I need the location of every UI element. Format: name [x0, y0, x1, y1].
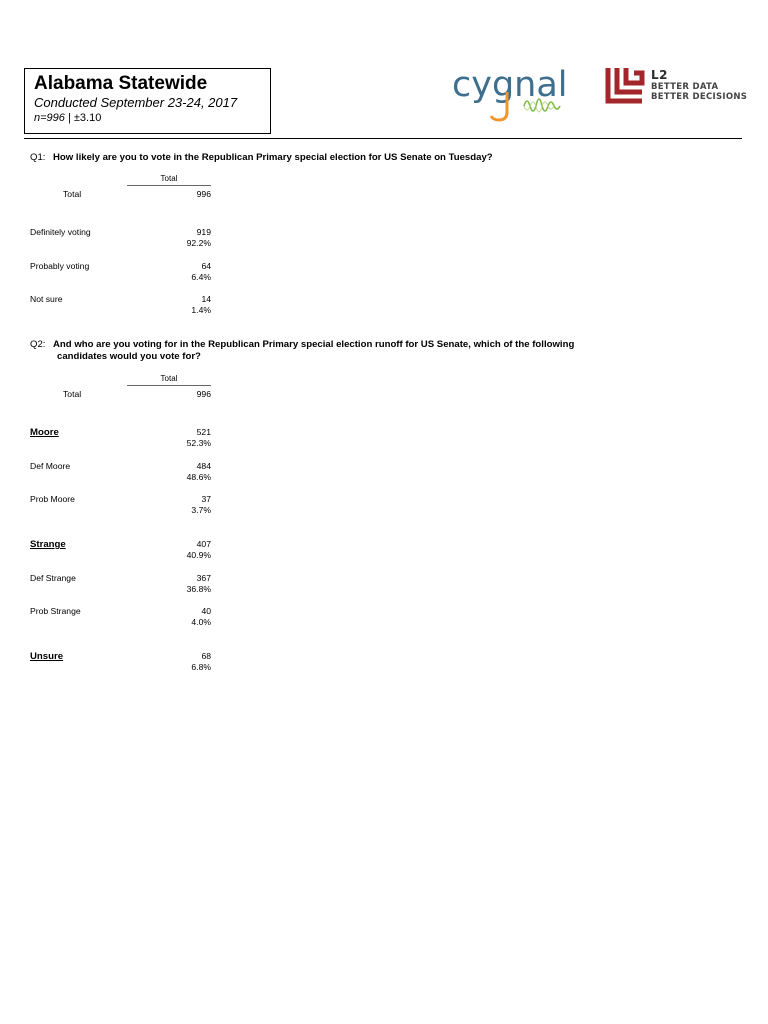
q2-row-count: 37: [201, 494, 211, 504]
l2-logo-text: [651, 68, 747, 102]
q1-total-value: 996: [196, 189, 211, 199]
q2-question: [30, 339, 574, 351]
q2-row-count: 40: [201, 606, 211, 616]
q2-row-pct: 48.6%: [186, 472, 211, 482]
q1-text: How likely are you to vote in the Republican Primary special election for US Senate on Tuesday?: [53, 152, 493, 163]
q2-row-pct: 4.0%: [191, 617, 211, 627]
q2-row-pct: 52.3%: [186, 438, 211, 448]
q1-row-pct: 6.4%: [191, 272, 211, 282]
q1-row-label: Not sure: [30, 294, 63, 304]
q2-group-label: Unsure: [30, 651, 64, 662]
q2-row-count: 367: [196, 573, 211, 583]
q2-number: Q2:: [30, 339, 46, 350]
q1-row-pct: 1.4%: [191, 305, 211, 315]
q2-text-line2: candidates would you vote for?: [57, 351, 201, 362]
l2-tagline-1: BETTER DATA: [651, 82, 719, 92]
q2-row-label: Prob Moore: [30, 494, 75, 504]
margin-of-error: | ±3.10: [64, 112, 102, 124]
q1-number: Q1:: [30, 152, 46, 163]
q2-row-label: Prob Strange: [30, 606, 81, 616]
q2-row-count: 407: [196, 539, 211, 549]
q2-row-pct: 36.8%: [186, 584, 211, 594]
q1-row-count: 14: [201, 294, 211, 304]
q1-question: [30, 152, 493, 164]
q1-row-count: 64: [201, 261, 211, 271]
l2-logo-mark: [605, 65, 645, 110]
q2-text-line1: And who are you voting for in the Republican Primary special election runoff for US Senate, which of the following: [53, 339, 575, 350]
l2-title: L2: [651, 68, 668, 82]
report-title: Alabama Statewide: [34, 73, 208, 94]
report-subtitle: Conducted September 23-24, 2017: [34, 95, 238, 110]
sample-size: n=996: [34, 112, 65, 124]
sample-info: [34, 111, 261, 125]
q2-total-label: Total: [63, 389, 82, 399]
q1-column-header: Total: [127, 174, 211, 186]
title-box: [24, 68, 271, 134]
q2-group-label: Strange: [30, 539, 66, 550]
q2-row-pct: 3.7%: [191, 505, 211, 515]
q1-row-count: 919: [196, 227, 211, 237]
q2-row-label: Def Strange: [30, 573, 76, 583]
q1-row-pct: 92.2%: [186, 238, 211, 248]
l2-tagline-2: BETTER DECISIONS: [651, 92, 748, 102]
q1-total-label: Total: [63, 189, 82, 199]
q2-row-label: Def Moore: [30, 461, 71, 471]
q2-row-pct: 40.9%: [186, 550, 211, 560]
q2-group-label: Moore: [30, 427, 59, 438]
cygnal-logo: [450, 62, 580, 129]
q2-column-header: Total: [127, 374, 211, 386]
q2-row-pct: 6.8%: [191, 662, 211, 672]
q2-row-count: 484: [196, 461, 211, 471]
q1-row-label: Definitely voting: [30, 227, 91, 237]
q1-row-label: Probably voting: [30, 261, 90, 271]
cygnal-logo-text: cygnal: [452, 65, 568, 105]
q2-row-count: 521: [196, 427, 211, 437]
q2-row-count: 68: [201, 651, 211, 661]
q2-total-value: 996: [196, 389, 211, 399]
header-divider: [24, 138, 742, 139]
